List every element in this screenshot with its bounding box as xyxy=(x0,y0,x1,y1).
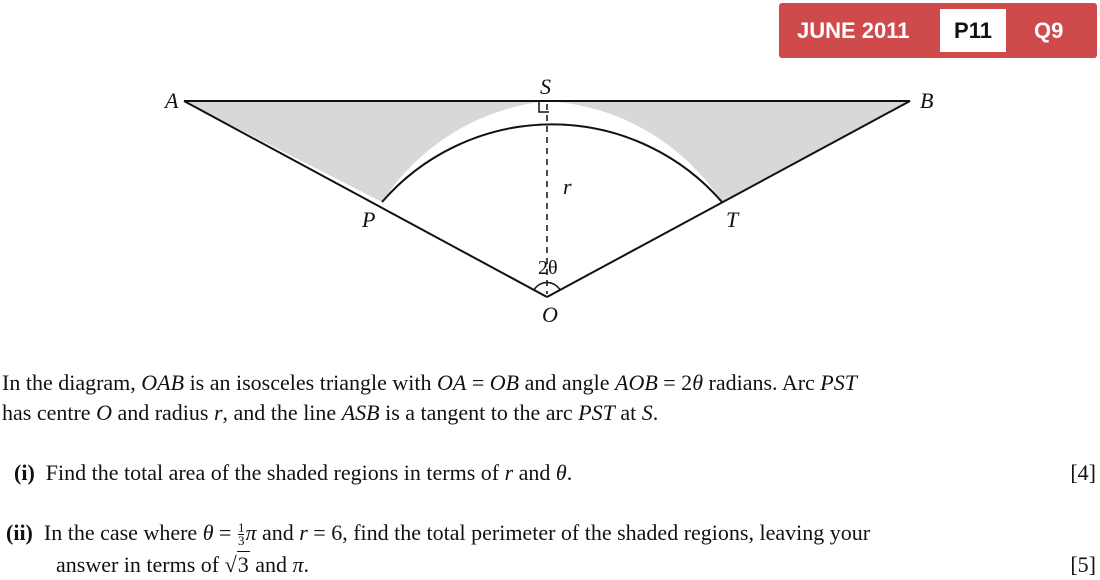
intro-line-1: In the diagram, OAB is an isosceles triangle with OA = OB and angle AOB = 2θ radians. Arc PST xyxy=(2,370,857,395)
label-angle: 2θ xyxy=(538,257,558,279)
label-s: S xyxy=(540,74,551,99)
shaded-region-right xyxy=(547,101,910,202)
part-ii-line-2: answer in terms of √3 and π. xyxy=(56,552,309,577)
part-i-marks: [4] xyxy=(1070,460,1096,485)
label-a: A xyxy=(165,88,179,113)
label-b: B xyxy=(920,88,934,113)
part-i: (i) Find the total area of the shaded regions in terms of r and θ. xyxy=(14,460,573,485)
part-i-number: (i) xyxy=(14,460,35,485)
badge-question: Q9 xyxy=(1034,18,1064,43)
badge-date: JUNE 2011 xyxy=(797,18,910,43)
label-o: O xyxy=(542,302,558,327)
label-r: r xyxy=(563,174,572,199)
label-p: P xyxy=(362,207,376,232)
label-t: T xyxy=(726,207,739,232)
intro-line-2: has centre O and radius r, and the line ASB is a tangent to the arc PST at S. xyxy=(2,400,659,425)
part-ii-marks: [5] xyxy=(1070,552,1096,577)
shaded-region-left xyxy=(184,101,547,202)
badge-paper: P11 xyxy=(940,9,1006,52)
part-ii-number: (ii) xyxy=(6,520,33,545)
fraction-one-third: $\frac{1}{3}$ xyxy=(237,520,245,549)
part-ii-line-1: (ii) In the case where θ = $\frac{1}{3}$ π and r = 6, find the total perimeter of the shaded regions, leaving your xyxy=(6,520,871,549)
